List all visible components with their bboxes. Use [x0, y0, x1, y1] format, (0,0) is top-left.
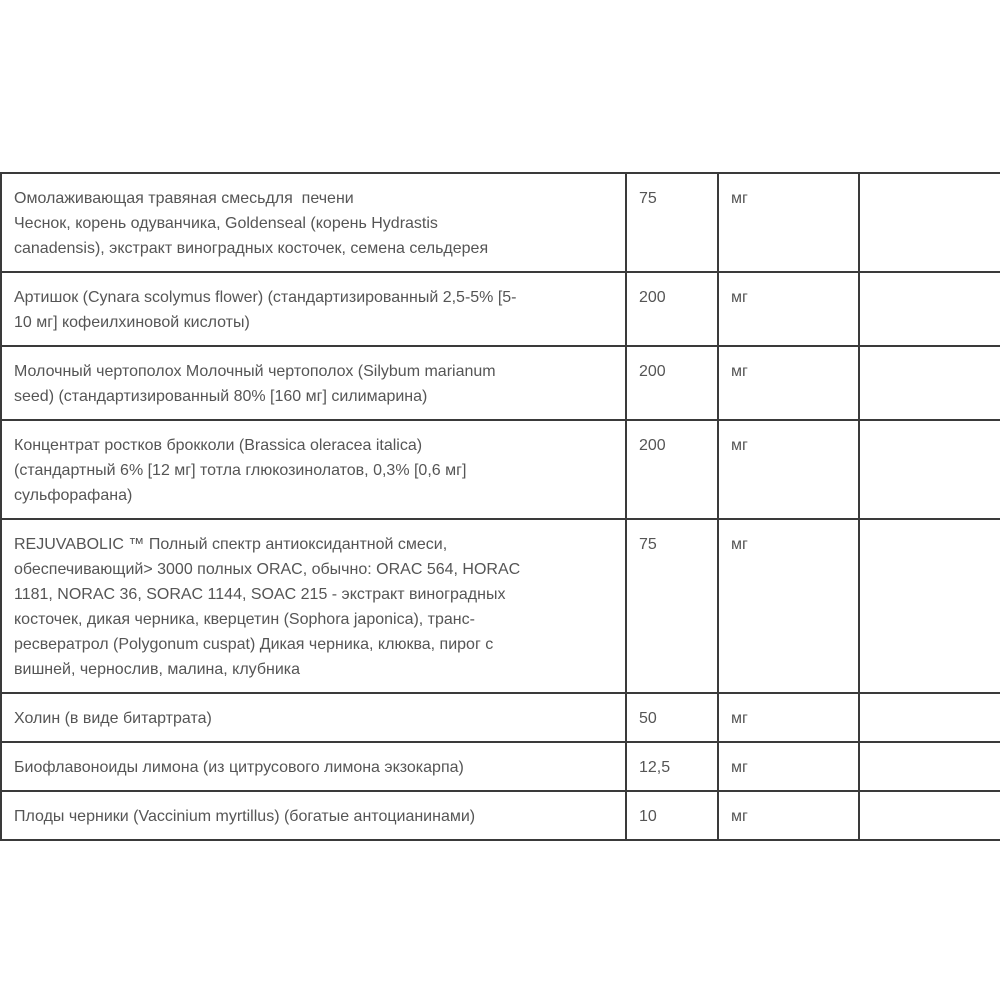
- unit-cell: мг: [718, 791, 859, 840]
- amount-cell: 12,5: [626, 742, 718, 791]
- ingredient-name-line: 1181, NORAC 36, SORAC 1144, SOAC 215 - экстракт виноградных: [14, 586, 506, 603]
- amount-cell: 200: [626, 346, 718, 420]
- unit-cell: мг: [718, 420, 859, 519]
- unit-cell: мг: [718, 346, 859, 420]
- ingredients-table: [0, 172, 1000, 841]
- amount-cell: 10: [626, 791, 718, 840]
- table-row: [1, 742, 1000, 791]
- ingredient-name-line: Биофлавоноиды лимона (из цитрусового лимона экзокарпа): [14, 759, 464, 776]
- empty-cell: [859, 693, 1000, 742]
- ingredient-name-line: Артишок (Cynara scolymus flower) (стандартизированный 2,5-5% [5-: [14, 289, 517, 306]
- empty-cell: [859, 346, 1000, 420]
- ingredient-name-line: Плоды черники (Vaccinium myrtillus) (богатые антоцианинами): [14, 808, 476, 825]
- empty-cell: [859, 519, 1000, 693]
- unit-cell: мг: [718, 742, 859, 791]
- empty-cell: [859, 272, 1000, 346]
- table-row: [1, 693, 1000, 742]
- ingredient-name-line: Чеснок, корень одуванчика, Goldenseal (корень Hydrastis: [14, 215, 438, 232]
- ingredient-name-line: (стандартный 6% [12 мг] тотла глюкозинолатов, 0,3% [0,6 мг]: [14, 462, 467, 479]
- empty-cell: [859, 791, 1000, 840]
- ingredient-name-cell: [1, 420, 626, 519]
- ingredient-name-line: обеспечивающий> 3000 полных ORAC, обычно: ORAC 564, HORAC: [14, 561, 521, 578]
- amount-cell: 75: [626, 173, 718, 272]
- table-row: [1, 791, 1000, 840]
- ingredient-name-line: Молочный чертополох Молочный чертополох (Silybum marianum: [14, 363, 496, 380]
- table-row: [1, 272, 1000, 346]
- ingredient-name-line: canadensis), экстракт виноградных косточек, семена сельдерея: [14, 240, 489, 257]
- unit-cell: мг: [718, 693, 859, 742]
- amount-cell: 50: [626, 693, 718, 742]
- ingredient-name-cell: [1, 173, 626, 272]
- table-row: [1, 173, 1000, 272]
- ingredient-name-line: seed) (стандартизированный 80% [160 мг] силимарина): [14, 388, 428, 405]
- ingredient-name-line: 10 мг] кофеилхиновой кислоты): [14, 314, 250, 331]
- amount-cell: 200: [626, 420, 718, 519]
- unit-cell: мг: [718, 519, 859, 693]
- unit-cell: мг: [718, 272, 859, 346]
- ingredient-name-line: ресвератрол (Polygonum cuspat) Дикая черника, клюква, пирог с: [14, 636, 494, 653]
- empty-cell: [859, 742, 1000, 791]
- ingredients-table-body: [1, 173, 1000, 840]
- empty-cell: [859, 173, 1000, 272]
- unit-cell: мг: [718, 173, 859, 272]
- ingredient-name-cell: [1, 791, 626, 840]
- ingredient-name-line: вишней, чернослив, малина, клубника: [14, 661, 301, 678]
- table-row: [1, 346, 1000, 420]
- ingredient-name-line: сульфорафана): [14, 487, 133, 504]
- ingredient-name-cell: [1, 742, 626, 791]
- ingredient-name-line: косточек, дикая черника, кверцетин (Sophora japonica), транс-: [14, 611, 475, 628]
- ingredient-name-cell: [1, 519, 626, 693]
- table-row: [1, 420, 1000, 519]
- ingredient-name-line: REJUVABOLIC ™ Полный спектр антиоксидантной смеси,: [14, 536, 448, 553]
- amount-cell: 75: [626, 519, 718, 693]
- amount-cell: 200: [626, 272, 718, 346]
- ingredient-name-cell: [1, 346, 626, 420]
- ingredient-name-line: Концентрат ростков брокколи (Brassica oleracea italica): [14, 437, 423, 454]
- empty-cell: [859, 420, 1000, 519]
- ingredient-name-cell: [1, 272, 626, 346]
- ingredient-name-line: Холин (в виде битартрата): [14, 710, 212, 727]
- table-row: [1, 519, 1000, 693]
- ingredient-name-cell: [1, 693, 626, 742]
- ingredient-name-line: Омолаживающая травяная смесьдля печени: [14, 190, 354, 207]
